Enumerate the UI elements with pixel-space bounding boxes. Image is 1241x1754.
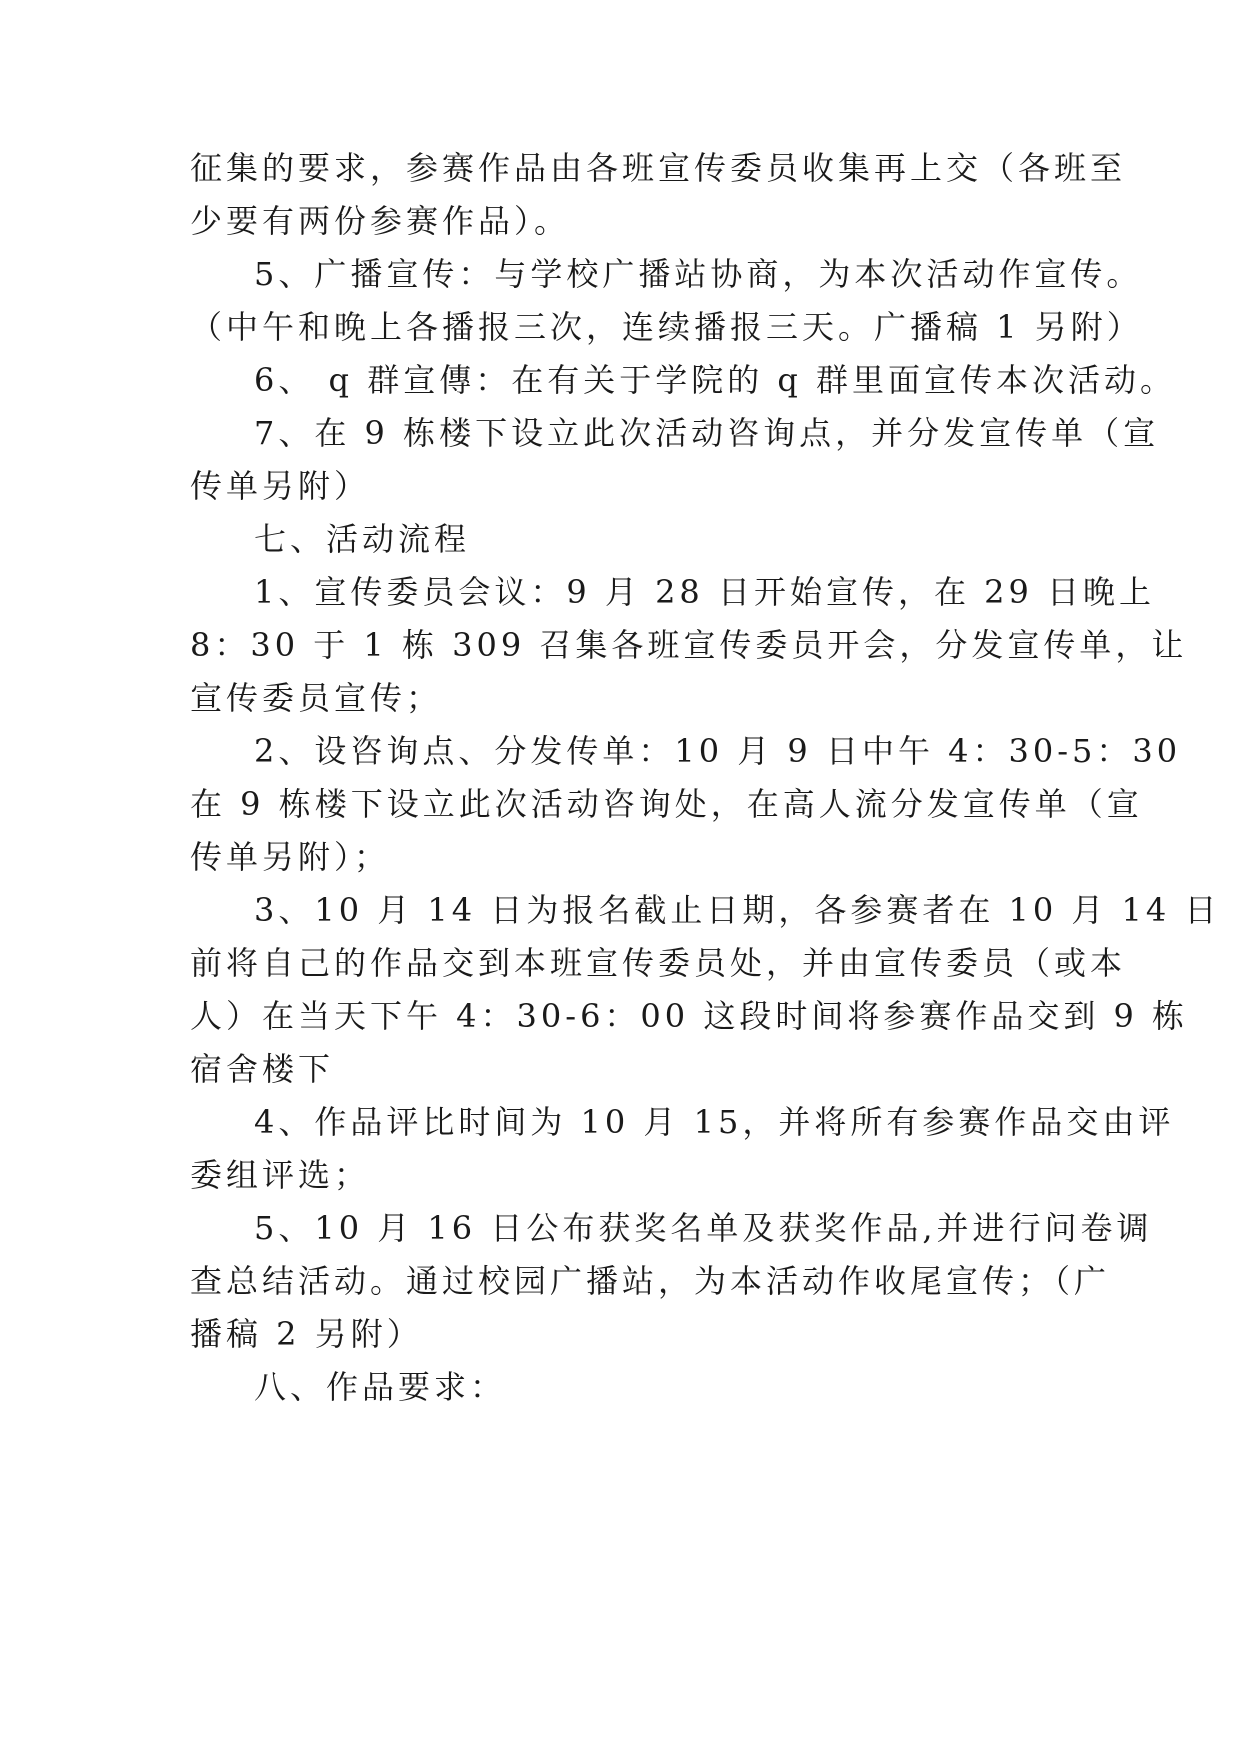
section-heading: 七、活动流程 <box>254 520 471 558</box>
body-text-line: 6、 q 群宣傳：在有关于学院的 q 群里面宣传本次活动。 <box>254 361 1177 399</box>
body-text-line: 传单另附）； <box>190 838 391 876</box>
body-text-line: 委组评选； <box>190 1156 371 1194</box>
body-text-line: 前将自己的作品交到本班宣传委员处，并由宣传委员（或本 <box>190 944 1127 982</box>
section-heading: 八、作品要求： <box>254 1368 507 1406</box>
body-text-line: 播稿 2 另附） <box>190 1315 423 1353</box>
body-text-line: 宣传委员宣传； <box>190 679 443 717</box>
body-text-line: 传单另附） <box>190 467 371 505</box>
body-text-line: 查总结活动。通过校园广播站，为本活动作收尾宣传；（广 <box>190 1262 1111 1300</box>
body-text-line: 2、设咨询点、分发传单：10 月 9 日中午 4：30-5：30 <box>254 732 1182 770</box>
body-text-line: 少要有两份参赛作品）。 <box>190 202 571 240</box>
body-text-line: 1、宣传委员会议：9 月 28 日开始宣传，在 29 日晚上 <box>254 573 1156 611</box>
body-text-line: 4、作品评比时间为 10 月 15，并将所有参赛作品交由评 <box>254 1103 1175 1141</box>
body-text-line: 在 9 栋楼下设立此次活动咨询处，在高人流分发宣传单（宣 <box>190 785 1143 823</box>
body-text-line: 宿舍楼下 <box>190 1050 335 1088</box>
body-text-line: （中午和晚上各播报三次，连续播报三天。广播稿 1 另附） <box>190 308 1143 346</box>
body-text-line: 8：30 于 1 栋 309 召集各班宣传委员开会，分发宣传单，让 <box>190 626 1188 664</box>
body-text-line: 3、10 月 14 日为报名截止日期，各参赛者在 10 月 14 日 <box>254 891 1221 929</box>
body-text-line: 7、在 9 栋楼下设立此次活动咨询点，并分发宣传单（宣 <box>254 414 1160 452</box>
body-text-line: 5、10 月 16 日公布获奖名单及获奖作品,并进行问卷调 <box>254 1209 1153 1247</box>
body-text-line: 5、广播宣传：与学校广播站协商，为本次活动作宣传。 <box>254 255 1143 293</box>
body-text-line: 人）在当天下午 4：30-6：00 这段时间将参赛作品交到 9 栋 <box>190 997 1189 1035</box>
body-text-line: 征集的要求，参赛作品由各班宣传委员收集再上交（各班至 <box>190 149 1127 187</box>
